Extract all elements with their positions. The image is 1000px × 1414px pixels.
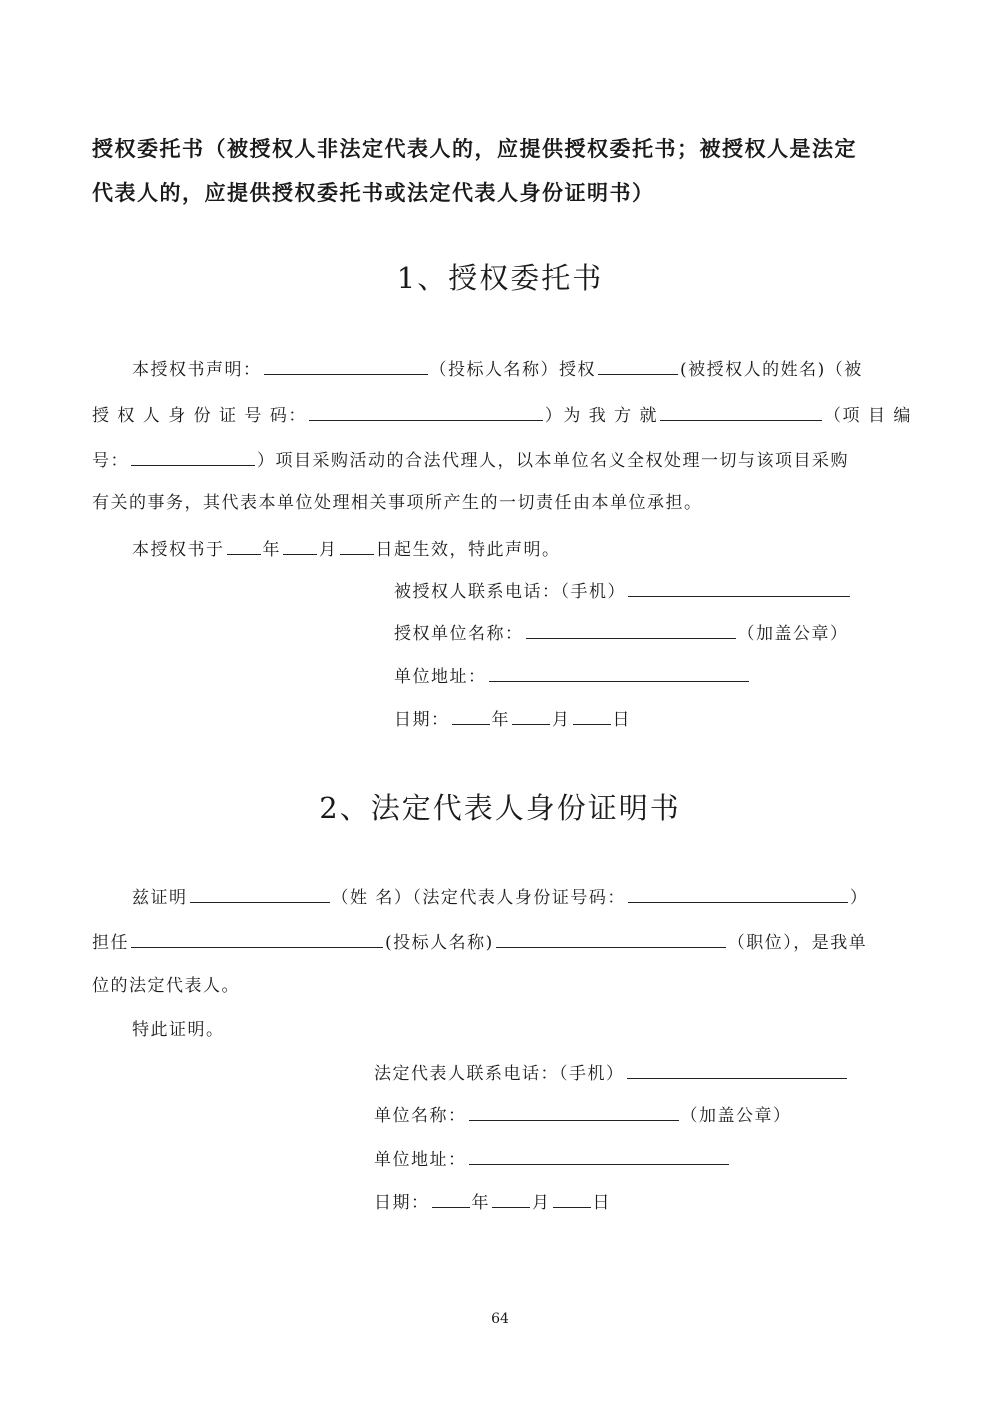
s2-p1-line2 bbox=[92, 931, 867, 955]
intro-line-2: 代表人的，应提供授权委托书或法定代表人身份证明书） bbox=[92, 180, 655, 205]
intro-line-1: 授权委托书（被授权人非法定代表人的，应提供授权委托书；被授权人是法定 bbox=[92, 136, 857, 161]
s1-month-blank[interactable] bbox=[512, 708, 550, 725]
s2-date-label: 日期： bbox=[374, 1193, 430, 1213]
s1-phone-line bbox=[394, 580, 852, 604]
s2-close-paren: ） bbox=[849, 888, 869, 908]
s1-address-label: 单位地址： bbox=[394, 667, 487, 687]
s1-p1-line2 bbox=[92, 404, 912, 428]
s1-p1-line3 bbox=[92, 449, 849, 473]
year-label: 年 bbox=[262, 540, 281, 560]
id-number-blank[interactable] bbox=[309, 404, 543, 421]
s2-serve-label: 担任 bbox=[92, 933, 129, 953]
s1-agent-text: ）项目采购活动的合法代理人，以本单位名义全权处理一切与该项目采购 bbox=[257, 451, 849, 471]
section2-title: 2、法定代表人身份证明书 bbox=[319, 791, 681, 825]
year-label: 年 bbox=[491, 710, 510, 730]
s1-bidder-label: （投标人名称）授权 bbox=[429, 360, 596, 380]
s2-address-blank[interactable] bbox=[469, 1148, 729, 1165]
s2-phone-label: 法定代表人联系电话：（手机） bbox=[374, 1064, 625, 1084]
s2-seal-label: （加盖公章） bbox=[680, 1106, 792, 1126]
s1-effective-date-line bbox=[132, 538, 561, 562]
project-blank[interactable] bbox=[660, 404, 822, 421]
s1-id-label: 授 权 人 身 份 证 号 码： bbox=[92, 406, 307, 426]
bidder-name-blank[interactable] bbox=[264, 358, 428, 375]
s2-certify-label: 兹证明 bbox=[132, 888, 188, 908]
s2-address-line bbox=[374, 1148, 731, 1172]
effective-year-blank[interactable] bbox=[227, 538, 261, 555]
effective-month-blank[interactable] bbox=[283, 538, 317, 555]
s1-effective-label: 本授权书于 bbox=[132, 540, 225, 560]
s2-address-label: 单位地址： bbox=[374, 1150, 467, 1170]
authorized-person-name-blank[interactable] bbox=[598, 358, 678, 375]
s1-address-line bbox=[394, 665, 751, 689]
s2-unit-line bbox=[374, 1104, 792, 1128]
s2-bidder-label: (投标人名称) bbox=[385, 933, 494, 953]
s1-p1-line1 bbox=[132, 358, 863, 382]
s2-day-blank[interactable] bbox=[553, 1191, 591, 1208]
s1-day-blank[interactable] bbox=[573, 708, 611, 725]
s2-p1-line3: 位的法定代表人。 bbox=[92, 976, 240, 996]
section1-title: 1、授权委托书 bbox=[396, 261, 604, 295]
effective-day-blank[interactable] bbox=[340, 538, 374, 555]
s2-position-blank[interactable] bbox=[496, 931, 726, 948]
s1-seal-label: （加盖公章） bbox=[737, 624, 849, 644]
s1-declaration-label: 本授权书声明： bbox=[132, 360, 262, 380]
s2-hereby-certify: 特此证明。 bbox=[132, 1020, 225, 1040]
project-number-blank[interactable] bbox=[131, 449, 255, 466]
s2-year-blank[interactable] bbox=[432, 1191, 470, 1208]
s1-unit-line bbox=[394, 622, 849, 646]
s1-for-label: ）为 我 方 就 bbox=[544, 406, 659, 426]
s1-p1-line4: 有关的事务，其代表本单位处理相关事项所产生的一切责任由本单位承担。 bbox=[92, 493, 703, 513]
s1-number-label: 号： bbox=[92, 451, 129, 471]
s2-name-blank[interactable] bbox=[190, 886, 330, 903]
s2-bidder-blank[interactable] bbox=[131, 931, 383, 948]
s2-phone-line bbox=[374, 1062, 849, 1086]
s1-unit-label: 授权单位名称： bbox=[394, 624, 524, 644]
s2-date-line bbox=[374, 1191, 611, 1215]
month-label: 月 bbox=[319, 540, 338, 560]
s2-id-label: （姓 名）（法定代表人身份证号码： bbox=[331, 888, 626, 908]
month-label: 月 bbox=[532, 1193, 551, 1213]
s2-phone-blank[interactable] bbox=[627, 1062, 847, 1079]
s1-phone-blank[interactable] bbox=[628, 580, 850, 597]
s1-year-blank[interactable] bbox=[452, 708, 490, 725]
month-label: 月 bbox=[552, 710, 571, 730]
s1-date-label: 日期： bbox=[394, 710, 450, 730]
day-label: 日 bbox=[612, 710, 631, 730]
s2-id-number-blank[interactable] bbox=[628, 886, 848, 903]
s1-date-line bbox=[394, 708, 631, 732]
s1-address-blank[interactable] bbox=[489, 665, 749, 682]
s2-position-label: （职位），是我单 bbox=[727, 933, 868, 953]
s1-authorized-name-label: (被授权人的姓名)（被 bbox=[680, 360, 863, 380]
s2-unit-blank[interactable] bbox=[469, 1104, 679, 1121]
year-label: 年 bbox=[471, 1193, 490, 1213]
s2-unit-label: 单位名称： bbox=[374, 1106, 467, 1126]
s1-phone-label: 被授权人联系电话：（手机） bbox=[394, 582, 626, 602]
s2-p1-line1 bbox=[132, 886, 868, 910]
s1-project-no-label: （项 目 编 bbox=[824, 406, 912, 426]
s1-effective-suffix: 日起生效，特此声明。 bbox=[375, 540, 561, 560]
s1-unit-blank[interactable] bbox=[526, 622, 736, 639]
s2-month-blank[interactable] bbox=[492, 1191, 530, 1208]
page-number: 64 bbox=[491, 1311, 509, 1327]
day-label: 日 bbox=[592, 1193, 611, 1213]
